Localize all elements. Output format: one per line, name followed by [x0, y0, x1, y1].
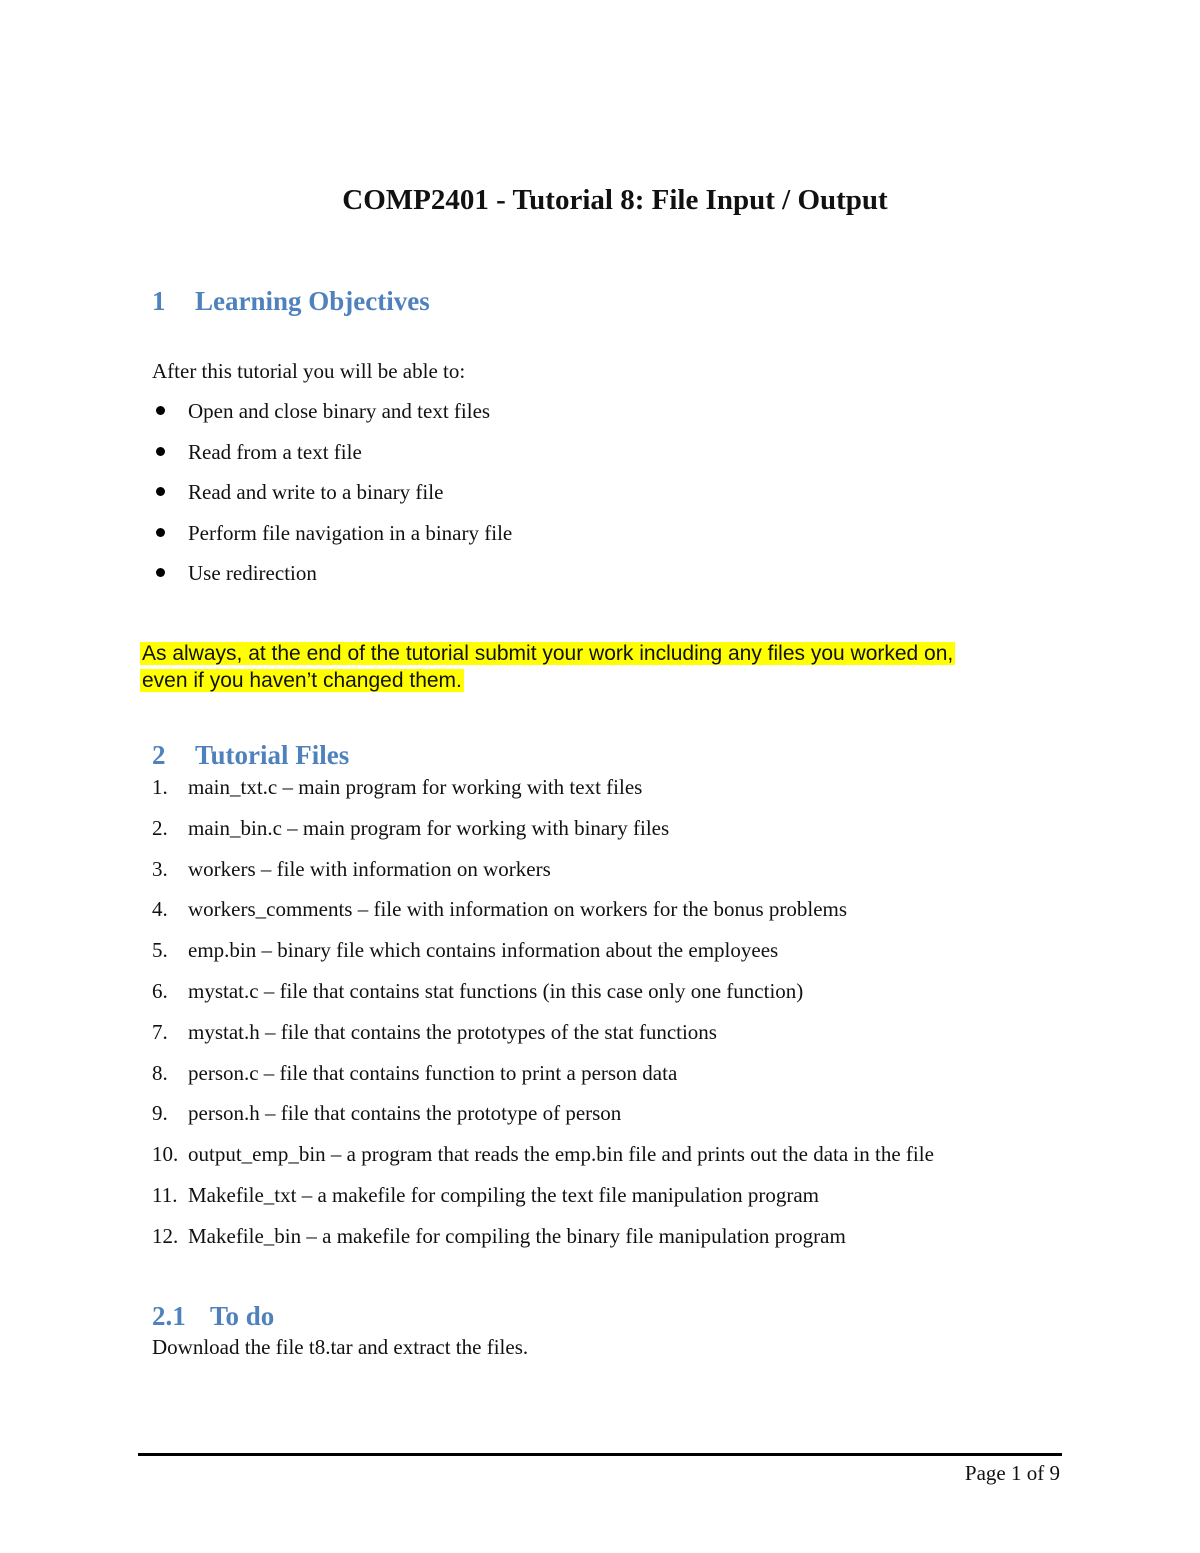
objectives-intro: After this tutorial you will be able to:: [152, 359, 466, 383]
section-number: 2: [152, 740, 166, 770]
bullet-icon: [156, 447, 165, 456]
section-heading-learning-objectives: [152, 283, 430, 319]
bullet-icon: [156, 568, 165, 577]
section-heading-to-do: [152, 1298, 274, 1334]
page-title: COMP2401 - Tutorial 8: File Input / Output: [342, 184, 888, 216]
page-number: Page 1 of 9: [964, 1461, 1060, 1485]
section-heading-tutorial-files: [152, 737, 349, 773]
notice-line-1: As always, at the end of the tutorial submit your work including any files you worked on,: [142, 642, 954, 665]
submission-notice: [140, 640, 1060, 694]
section-title: To do: [210, 1301, 275, 1331]
section-number: 1: [152, 286, 166, 316]
bullet-icon: [156, 406, 165, 415]
to-do-text: Download the file t8.tar and extract the files.: [152, 1335, 529, 1359]
bullet-icon: [156, 487, 165, 496]
bullet-icon: [156, 528, 165, 537]
section-title: Learning Objectives: [195, 286, 430, 316]
footer-divider: [138, 1453, 1062, 1456]
section-number: 2.1: [152, 1301, 186, 1331]
notice-line-2: even if you haven’t changed them.: [142, 669, 462, 692]
section-title: Tutorial Files: [195, 740, 350, 770]
